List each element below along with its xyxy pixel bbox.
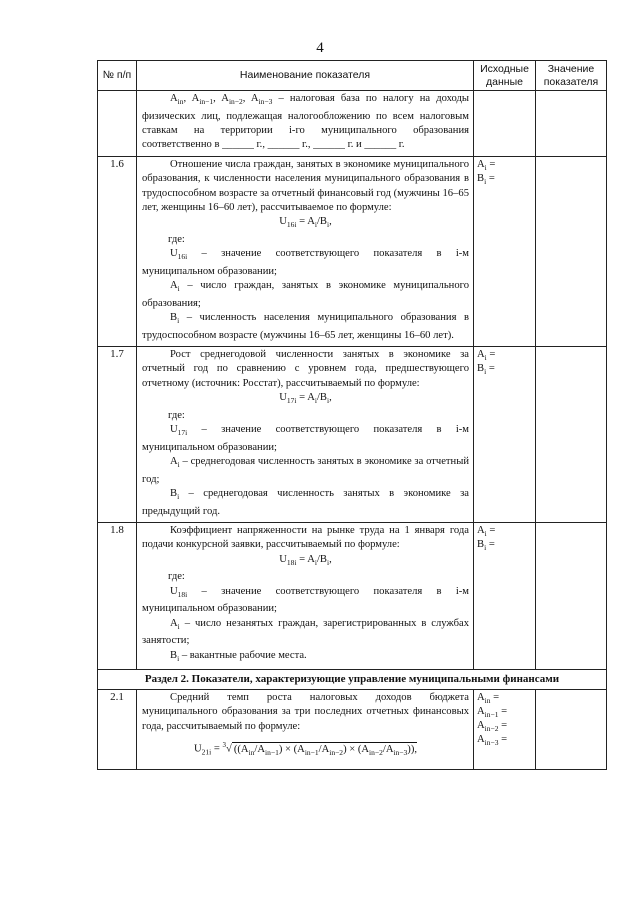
formula: $U_{21i} = ^3√$ $((A_{in}/A_{in-1}) \times (A_{in-1}/A_{in-2}) \times (A_{in-2}/A_{in-3}))$, xyxy=(142,734,469,766)
table-row xyxy=(98,690,607,770)
value-cell[interactable] xyxy=(536,156,607,346)
row-num: 1.6 xyxy=(98,156,137,346)
formula: $U_{18i} = A_i/B_i$, xyxy=(279,553,332,567)
definition: $B_i$ – численность населения муниципального образования в трудоспособном возрасте (мужчины 16–65 лет, женщины 16–60 лет). xyxy=(142,312,469,341)
header-source: Исходные данные xyxy=(474,61,536,91)
definition: $A_i$ – число граждан, занятых в экономике муниципального образования; xyxy=(142,280,469,309)
where-label: где: xyxy=(168,233,185,245)
row-intro: Коэффициент напряженности на рынке труда на 1 января года подачи конкурсной заявки, рассчитываемый по формуле: xyxy=(142,524,469,551)
row-intro: Отношение числа граждан, занятых в экономике муниципального образования, к численности населения муниципального образования в трудоспособном возрасте за отчетный финансовый год (мужчины 16–65 лет, женщины 16–60 лет), рассчитываемое по формуле: xyxy=(142,158,469,213)
header-num: № п/п xyxy=(98,61,137,91)
formula: $U_{16i} = A_i/B_i$, xyxy=(279,216,332,230)
definition: $B_i$ – среднегодовая численность занятых в экономике за предыдущий год. xyxy=(142,488,469,517)
value-cell[interactable] xyxy=(536,347,607,523)
source-cell: $A_i$ = $B_i$ = xyxy=(474,347,536,523)
table-header-row xyxy=(98,61,607,91)
indicators-table xyxy=(97,60,607,770)
page-number: 4 xyxy=(316,40,324,56)
where-label: где: xyxy=(168,571,185,583)
definition: $B_i$ – вакантные рабочие места. xyxy=(170,649,307,663)
row-intro: Рост среднегодовой численности занятых в экономике за отчетный год по сравнению с уровнем года, предшествующего отчетному (источник: Росстат), рассчитываемый по формуле: xyxy=(142,349,469,389)
section-heading: Раздел 2. Показатели, характеризующие управление муниципальными финансами xyxy=(98,670,607,690)
value-cell[interactable] xyxy=(536,522,607,669)
row-num: 2.1 xyxy=(98,690,137,770)
row-intro: Средний темп роста налоговых доходов бюджета муниципального образования за три последних отчетных финансовых года, рассчитываемый по формуле: xyxy=(142,692,469,732)
where-label: где: xyxy=(168,409,185,421)
table-row xyxy=(98,156,607,346)
definition: $A_i$ – среднегодовая численность занятых в экономике за отчетный год; xyxy=(142,456,469,485)
source-cell: $A_i$ = $B_i$ = xyxy=(474,156,536,346)
definition: $U_{16i}$ – значение соответствующего показателя в i-м муниципальном образовании; xyxy=(142,248,469,277)
section-heading-row xyxy=(98,670,607,690)
value-cell[interactable] xyxy=(536,690,607,770)
table-row xyxy=(98,522,607,669)
definition: $A_i$ – число незанятых граждан, зарегистрированных в службах занятости; xyxy=(142,617,469,647)
source-cell: $A_{in}$ = $A_{in-1}$ = $A_{in-2}$ = $A_{in-3}$ = xyxy=(474,690,536,770)
header-value: Значение показателя xyxy=(536,61,607,91)
formula: $U_{17i} = A_i/B_i$, xyxy=(279,392,332,406)
table-row xyxy=(98,347,607,523)
row-num: 1.7 xyxy=(98,347,137,523)
definition: $U_{18i}$ – значение соответствующего показателя в i-м муниципальном образовании; xyxy=(142,585,469,615)
row-num: 1.8 xyxy=(98,522,137,669)
continuation-text: $A_{in}$, $A_{in-1}$, $A_{in-2}$, $A_{in-3}$ – налоговая база по налогу на доходы физических лиц, подлежащая налогообложению по всем налоговым ставкам на территории i-го муниципального образования соответственно в ______ г., ______ г., ______ г. и ______ г. xyxy=(142,93,470,151)
definition: $U_{17i}$ – значение соответствующего показателя в i-м муниципальном образовании; xyxy=(142,424,469,453)
header-name: Наименование показателя xyxy=(137,61,474,91)
table-row-continuation xyxy=(98,91,607,157)
source-cell: $A_i$ = $B_i$ = xyxy=(474,522,536,669)
